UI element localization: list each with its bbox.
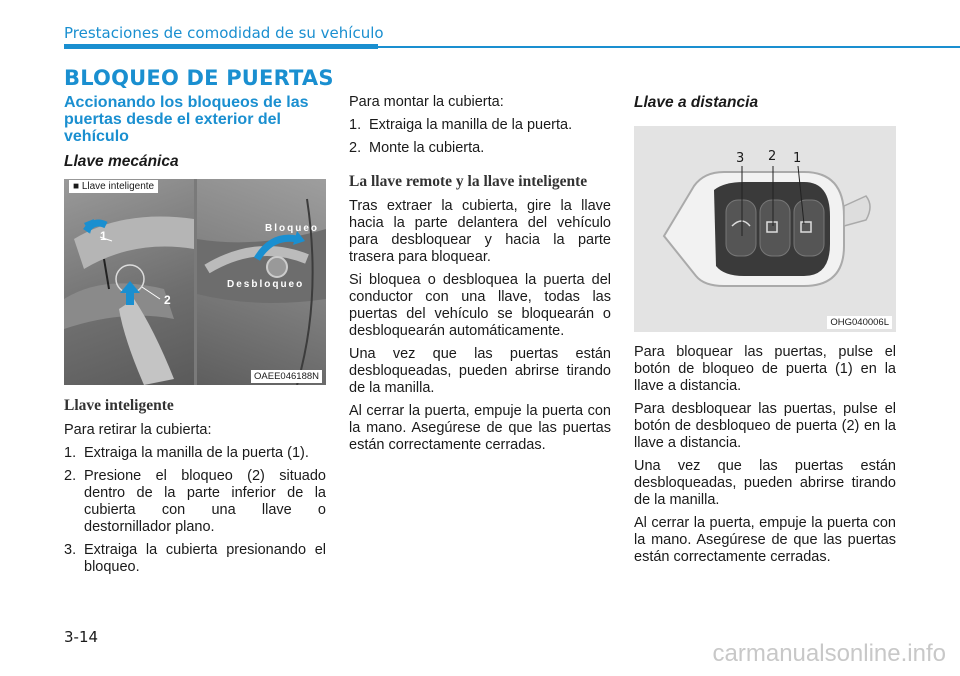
list-item: 2. Presione el bloqueo (2) situado dentro de la parte inferior de la cubierta con una llave o destornillador plano. bbox=[64, 468, 326, 535]
paragraph: Al cerrar la puerta, empuje la puerta con la mano. Asegúrese de que las puertas están correctamente cerradas. bbox=[349, 403, 611, 453]
subheading: Accionando los bloqueos de las puertas desde el exterior del vehículo bbox=[64, 94, 309, 145]
sub-subheading: Llave mecánica bbox=[64, 153, 179, 170]
door-handle-photo bbox=[64, 179, 194, 385]
column-2 bbox=[349, 94, 611, 460]
page-number: 3-14 bbox=[64, 628, 99, 646]
figure-code: OAEE046188N bbox=[251, 370, 322, 383]
header-rule bbox=[64, 46, 960, 48]
paragraph: Al cerrar la puerta, empuje la puerta con la mano. Asegúrese de que las puertas están correctamente cerradas. bbox=[634, 515, 896, 565]
door-handle-figure bbox=[64, 179, 326, 385]
unlock-label: Desbloqueo bbox=[227, 279, 305, 290]
list-item: 2. Monte la cubierta. bbox=[349, 140, 485, 156]
running-header: Prestaciones de comodidad de su vehículo bbox=[64, 24, 384, 42]
remote-key-illustration bbox=[634, 126, 896, 332]
paragraph: Una vez que las puertas están desbloqueadas, pueden abrirse tirando de la manilla. bbox=[634, 458, 896, 508]
section-title: BLOQUEO DE PUERTAS bbox=[64, 66, 334, 90]
paragraph: Tras extraer la cubierta, gire la llave hacia la parte delantera del vehículo para desbloquear y hacia la parte trasera para bloquear. bbox=[349, 198, 611, 265]
button-callout-3: 3 bbox=[736, 151, 745, 166]
button-callout-2: 2 bbox=[768, 149, 777, 164]
column-3 bbox=[634, 94, 896, 572]
button-callout-1: 1 bbox=[793, 151, 802, 166]
watermark: carmanualsonline.info bbox=[712, 640, 946, 667]
remote-key-figure bbox=[634, 126, 896, 332]
intro-text: Para montar la cubierta: bbox=[349, 94, 504, 110]
smart-key-heading: Llave inteligente bbox=[64, 397, 174, 414]
handle-illustration bbox=[64, 179, 194, 385]
paragraph: Para bloquear las puertas, pulse el botón de bloqueo de puerta (1) en la llave a distancia. bbox=[634, 344, 896, 394]
list-item: 1. Extraiga la manilla de la puerta (1). bbox=[64, 445, 309, 461]
callout-1: 1 bbox=[100, 229, 107, 243]
paragraph: Para desbloquear las puertas, pulse el botón de desbloqueo de puerta (2) en la llave a distancia. bbox=[634, 401, 896, 451]
figure-code: OHG040006L bbox=[827, 316, 892, 329]
paragraph: Si bloquea o desbloquea la puerta del conductor con una llave, todas las puertas del vehículo se bloquearán o desbloquearán automáticamente. bbox=[349, 272, 611, 339]
list-item: 3. Extraiga la cubierta presionando el bloqueo. bbox=[64, 542, 326, 575]
callout-2: 2 bbox=[164, 293, 171, 307]
sub-subheading: Llave a distancia bbox=[634, 94, 759, 111]
key-in-lock-photo bbox=[197, 179, 326, 385]
list-item: 1. Extraiga la manilla de la puerta. bbox=[349, 117, 573, 133]
intro-text: Para retirar la cubierta: bbox=[64, 422, 212, 438]
remote-heading: La llave remote y la llave inteligente bbox=[349, 173, 588, 190]
paragraph: Una vez que las puertas están desbloqueadas, pueden abrirse tirando de la manilla. bbox=[349, 346, 611, 396]
column-1 bbox=[64, 94, 326, 582]
figure-label: ■ Llave inteligente bbox=[69, 180, 158, 193]
lock-label: Bloqueo bbox=[265, 223, 319, 234]
